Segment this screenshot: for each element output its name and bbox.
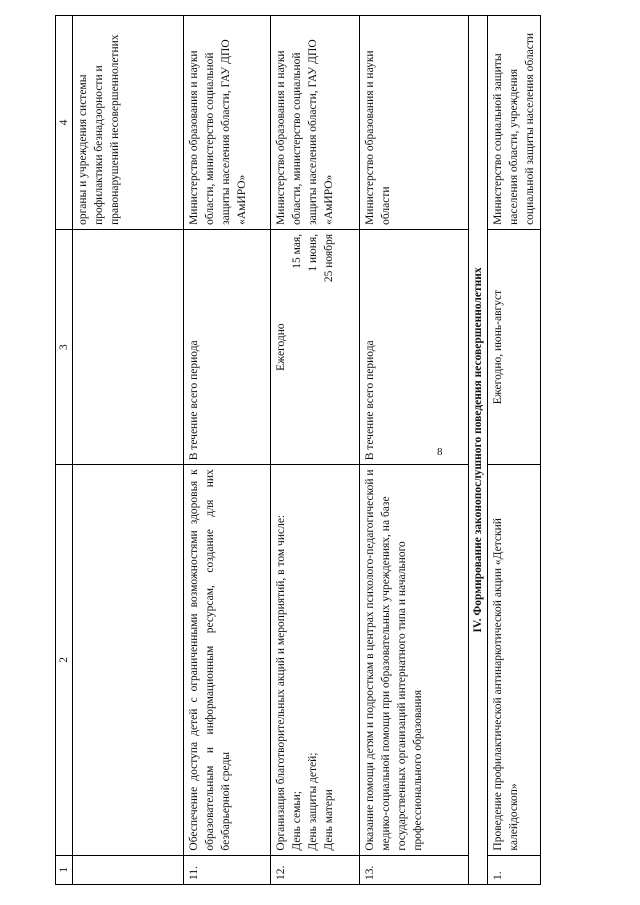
row-number: 13. (360, 855, 469, 884)
table-row (73, 16, 184, 885)
row-number (73, 855, 184, 884)
row-text: Организация благотворительных акций и мероприятий, в том числе: (275, 514, 287, 851)
event-date: 1 июня, (307, 233, 319, 272)
table-row (488, 16, 541, 885)
col-header-2: 2 (56, 465, 73, 855)
row-period: В течение всего периода (360, 229, 469, 464)
event-date: 15 мая, (291, 233, 303, 269)
row-period: Ежегодно (275, 323, 287, 371)
measures-table (55, 15, 541, 885)
section-title: IV. Формирование законопослушного поведения несовершеннолетних (469, 16, 488, 885)
row-period: Ежегодно, июнь-август (488, 229, 541, 464)
row-period: В течение всего периода (184, 229, 271, 464)
page-number: 8 (437, 446, 443, 458)
row-number: 1. (488, 855, 541, 884)
row-text: Обеспечение доступа детей с ограниченными возможностями здоровья к образовательным и информационным ресурсам, создание для них безбарьерной среды (184, 465, 271, 855)
col-header-3: 3 (56, 229, 73, 464)
event-item: День матери (323, 789, 335, 851)
col-header-4: 4 (56, 16, 73, 230)
row-text: Оказание помощи детям и подросткам в центрах психолого-педагогической и медико-социальной помощи при образовательных учреждениях, на базе государственных организаций интернатного типа и начального профессионального образования (360, 465, 469, 855)
row-executors: органы и учреждения системы профилактики безнадзорности и правонарушений несовершеннолетних (73, 16, 184, 230)
header-row (56, 16, 73, 885)
table-row (360, 16, 469, 885)
row-number: 11. (184, 855, 271, 884)
row-text: Проведение профилактической антинаркотической акции «Детский калейдоскоп» (488, 465, 541, 855)
row-period-cell (271, 229, 360, 464)
table-row (184, 16, 271, 885)
row-text (73, 465, 184, 855)
event-item: День защиты детей; (307, 752, 319, 851)
row-text-cell (271, 465, 360, 855)
row-executors: Министерство образования и науки области (360, 16, 469, 230)
row-executors: Министерство образования и науки области, министерство социальной защиты населения области, ГАУ ДПО «АмИРО» (184, 16, 271, 230)
event-item: День семьи; (291, 791, 303, 851)
row-period (73, 229, 184, 464)
row-executors: Министерство социальной защиты населения области, учреждения социальной защиты населения области (488, 16, 541, 230)
col-header-1: 1 (56, 855, 73, 884)
section-header-row (469, 16, 488, 885)
table-row (271, 16, 360, 885)
event-date: 25 ноября (323, 233, 335, 283)
measures-table-container (55, 15, 547, 885)
row-number: 12. (271, 855, 360, 884)
row-executors: Министерство образования и науки области, министерство социальной защиты населения области, ГАУ ДПО «АмИРО» (271, 16, 360, 230)
